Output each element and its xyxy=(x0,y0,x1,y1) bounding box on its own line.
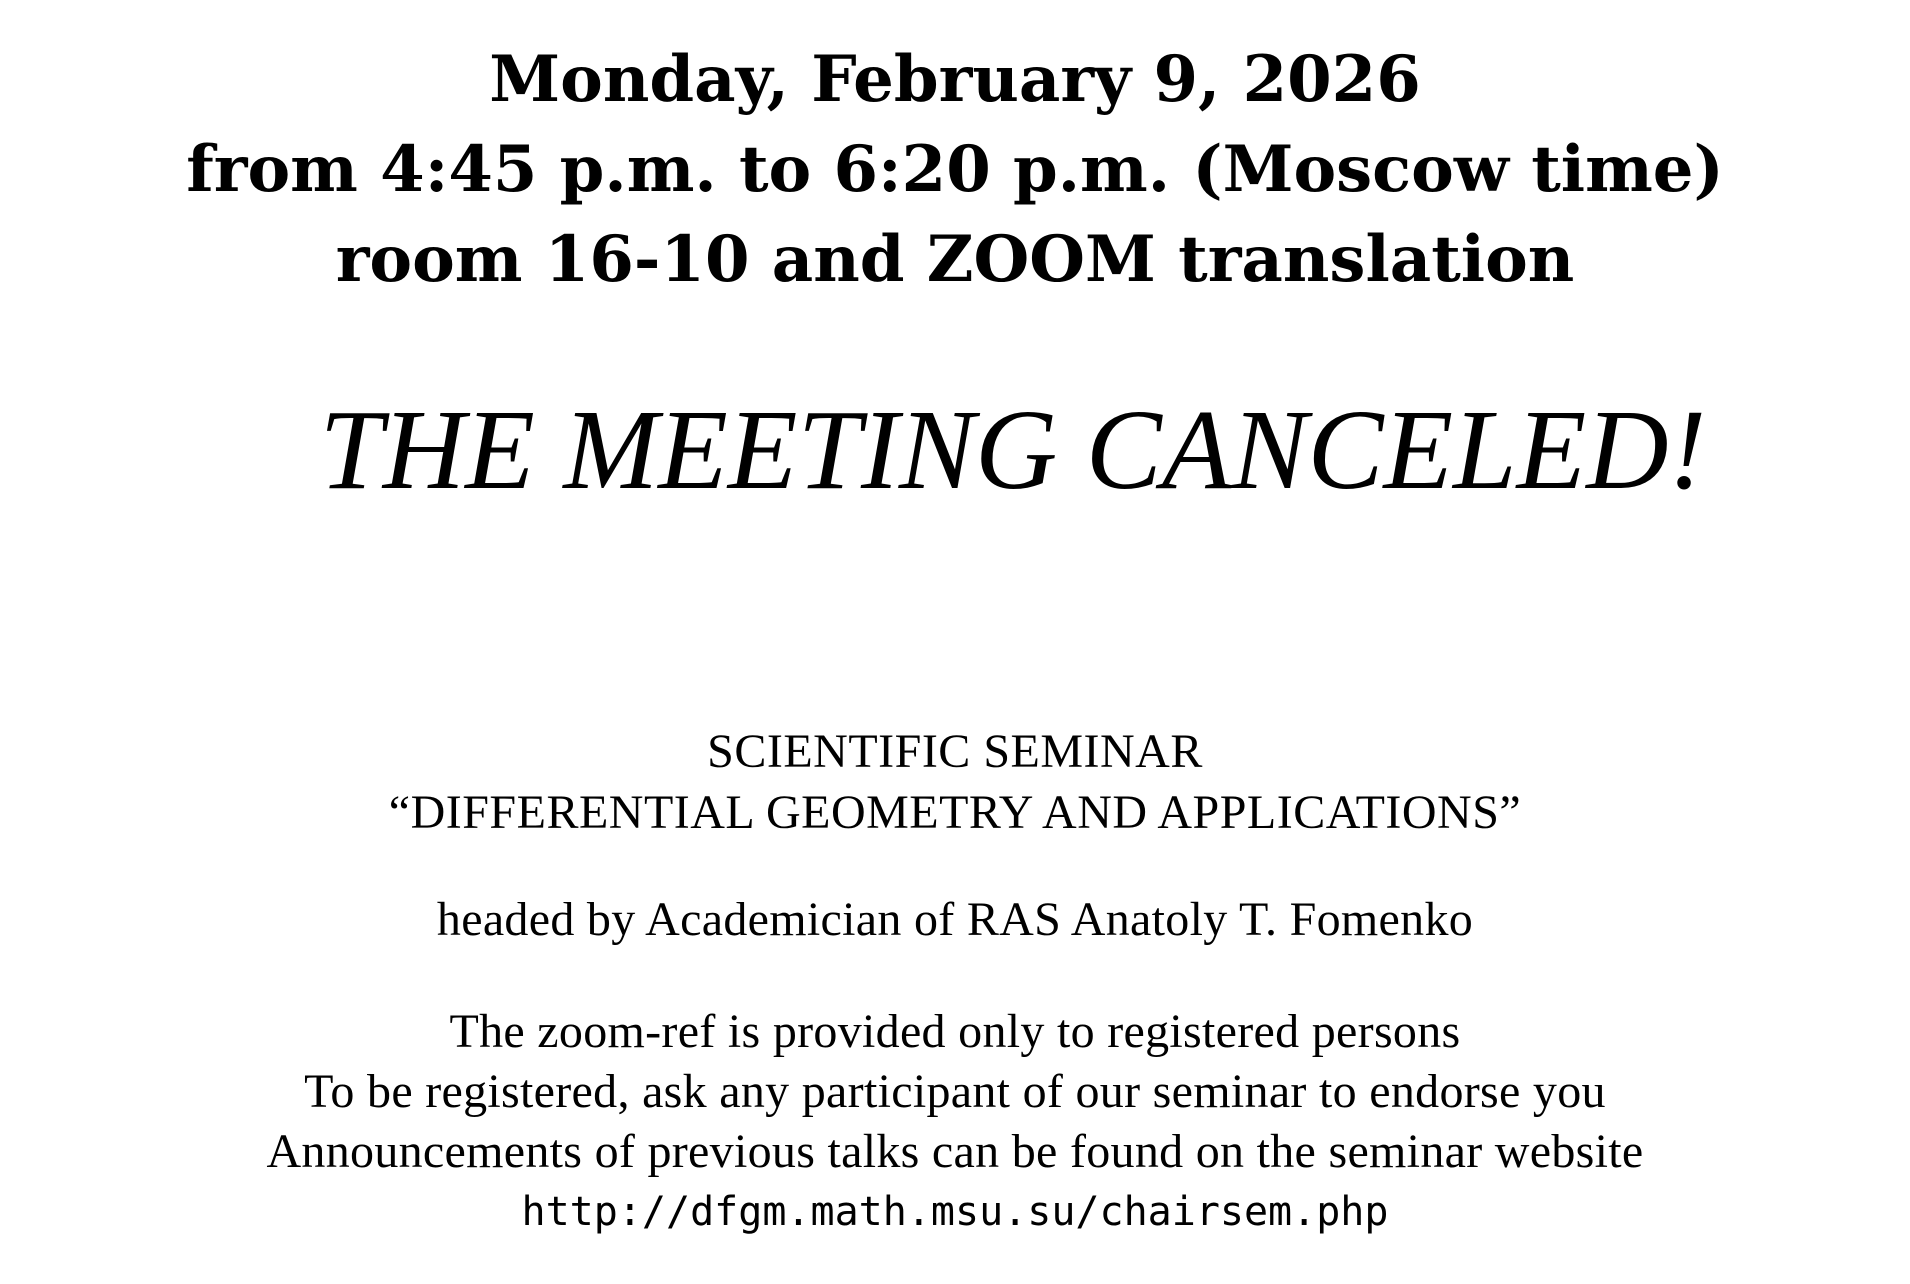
meeting-location: room 16-10 and ZOOM translation xyxy=(335,222,1575,297)
info-registration: The zoom-ref is provided only to registered persons xyxy=(449,1005,1461,1058)
seminar-head: headed by Academician of RAS Anatoly T. Fomenko xyxy=(436,893,1474,946)
meeting-time: from 4:45 p.m. to 6:20 p.m. (Moscow time) xyxy=(186,132,1724,207)
info-endorse: To be registered, ask any participant of our seminar to endorse you xyxy=(304,1065,1606,1118)
seminar-title: “DIFFERENTIAL GEOMETRY AND APPLICATIONS” xyxy=(388,786,1522,839)
meeting-date: Monday, February 9, 2026 xyxy=(489,42,1421,117)
seminar-website-url: http://dfgm.math.msu.su/chairsem.php xyxy=(521,1189,1389,1235)
info-announcements: Announcements of previous talks can be found on the seminar website xyxy=(266,1125,1644,1178)
cancellation-notice: THE MEETING CANCELED! xyxy=(319,386,1707,513)
seminar-label: SCIENTIFIC SEMINAR xyxy=(707,725,1203,778)
